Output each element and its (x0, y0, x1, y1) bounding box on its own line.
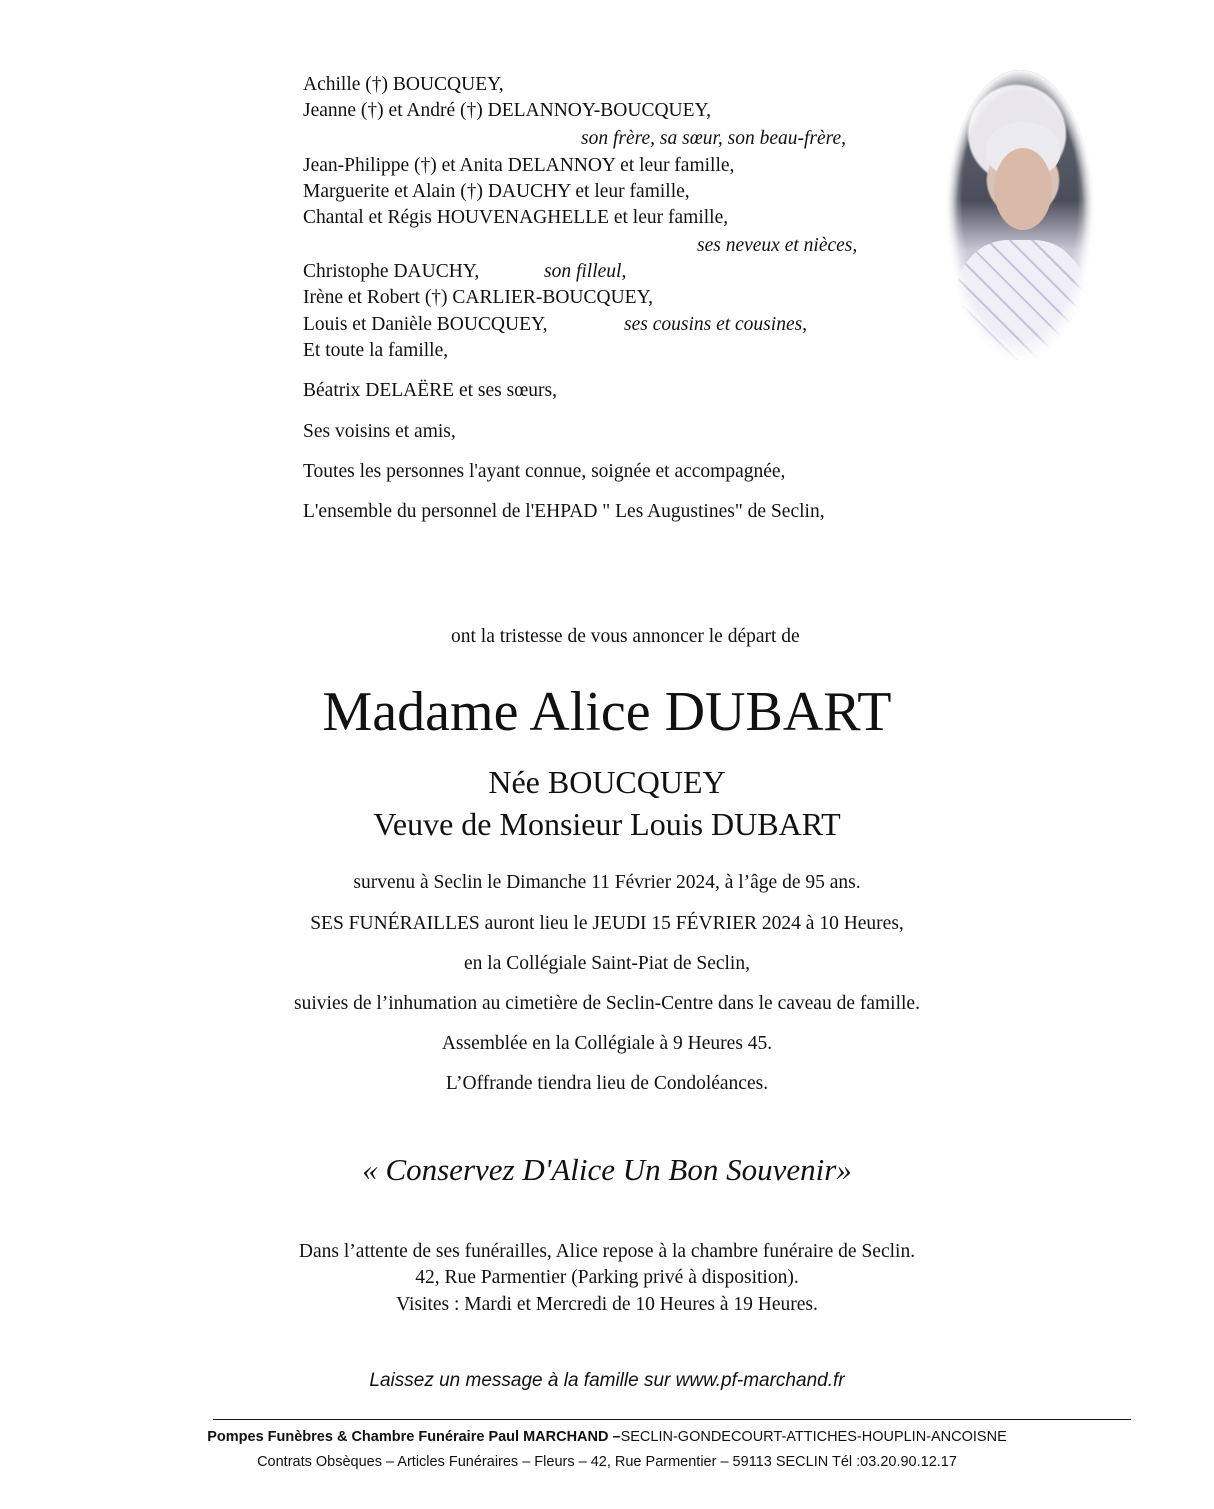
family-line: Chantal et Régis HOUVENAGHELLE et leur famille, (303, 207, 729, 228)
footer-company (0, 1429, 1214, 1445)
footer-divider (213, 1419, 1131, 1420)
footer-services: Contrats Obsèques – Articles Funéraires – Fleurs – 42, Rue Parmentier – 59113 SECLIN Tél :03.20.90.12.17 (257, 1454, 957, 1470)
family-line: Achille (†) BOUCQUEY, (303, 74, 504, 95)
widow-of: Veuve de Monsieur Louis DUBART (373, 806, 841, 842)
deceased-portrait (946, 70, 1094, 360)
announcement-text: ont la tristesse de vous annoncer le départ de (451, 626, 800, 647)
family-relation: ses neveux et nièces, (697, 235, 858, 256)
family-line: Et toute la famille, (303, 340, 449, 361)
family-relation: ses cousins et cousines, (624, 314, 808, 335)
family-line: Ses voisins et amis, (303, 421, 456, 442)
address-info: 42, Rue Parmentier (Parking privé à disposition). (415, 1267, 799, 1288)
family-line: L'ensemble du personnel de l'EHPAD " Les Augustines" de Seclin, (303, 501, 825, 522)
rest-info: Dans l’attente de ses funérailles, Alice repose à la chambre funéraire de Seclin. (298, 1241, 916, 1262)
family-line: Marguerite et Alain (†) DAUCHY et leur famille, (303, 181, 690, 202)
footer-towns: SECLIN-GONDECOURT-ATTICHES-HOUPLIN-ANCOISNE (620, 1429, 1007, 1445)
church-detail: en la Collégiale Saint-Piat de Seclin, (464, 953, 750, 974)
family-relation: son frère, sa sœur, son beau-frère, (581, 128, 847, 149)
family-line: Irène et Robert (†) CARLIER-BOUCQUEY, (303, 287, 654, 308)
visit-hours: Visites : Mardi et Mercredi de 10 Heures à 19 Heures. (396, 1294, 818, 1315)
family-line: Toutes les personnes l'ayant connue, soignée et accompagnée, (303, 461, 786, 482)
offering-detail: L’Offrande tiendra lieu de Condoléances. (445, 1073, 769, 1094)
memorial-quote: « Conservez D'Alice Un Bon Souvenir» (362, 1152, 852, 1187)
death-detail: survenu à Seclin le Dimanche 11 Février 2024, à l’âge de 95 ans. (353, 872, 861, 893)
family-line: Jeanne (†) et André (†) DELANNOY-BOUCQUEY, (303, 100, 711, 121)
family-line: Louis et Danièle BOUCQUEY, (303, 314, 548, 335)
deceased-name: Madame Alice DUBART (322, 681, 892, 743)
family-line: Jean-Philippe (†) et Anita DELANNOY et leur famille, (303, 155, 735, 176)
family-relation: son filleul, (544, 261, 627, 282)
funeral-detail: SES FUNÉRAILLES auront lieu le JEUDI 15 FÉVRIER 2024 à 10 Heures, (310, 913, 904, 934)
burial-detail: suivies de l’inhumation au cimetière de Seclin-Centre dans le caveau de famille. (294, 993, 920, 1014)
message-link[interactable]: Laissez un message à la famille sur www.pf-marchand.fr (369, 1370, 845, 1391)
footer-company-name: Pompes Funèbres & Chambre Funéraire Paul MARCHAND – (207, 1429, 621, 1445)
assembly-detail: Assemblée en la Collégiale à 9 Heures 45. (441, 1033, 773, 1054)
family-line: Béatrix DELAËRE et ses sœurs, (303, 380, 557, 401)
family-line: Christophe DAUCHY, (303, 261, 480, 282)
maiden-name: Née BOUCQUEY (488, 764, 726, 800)
